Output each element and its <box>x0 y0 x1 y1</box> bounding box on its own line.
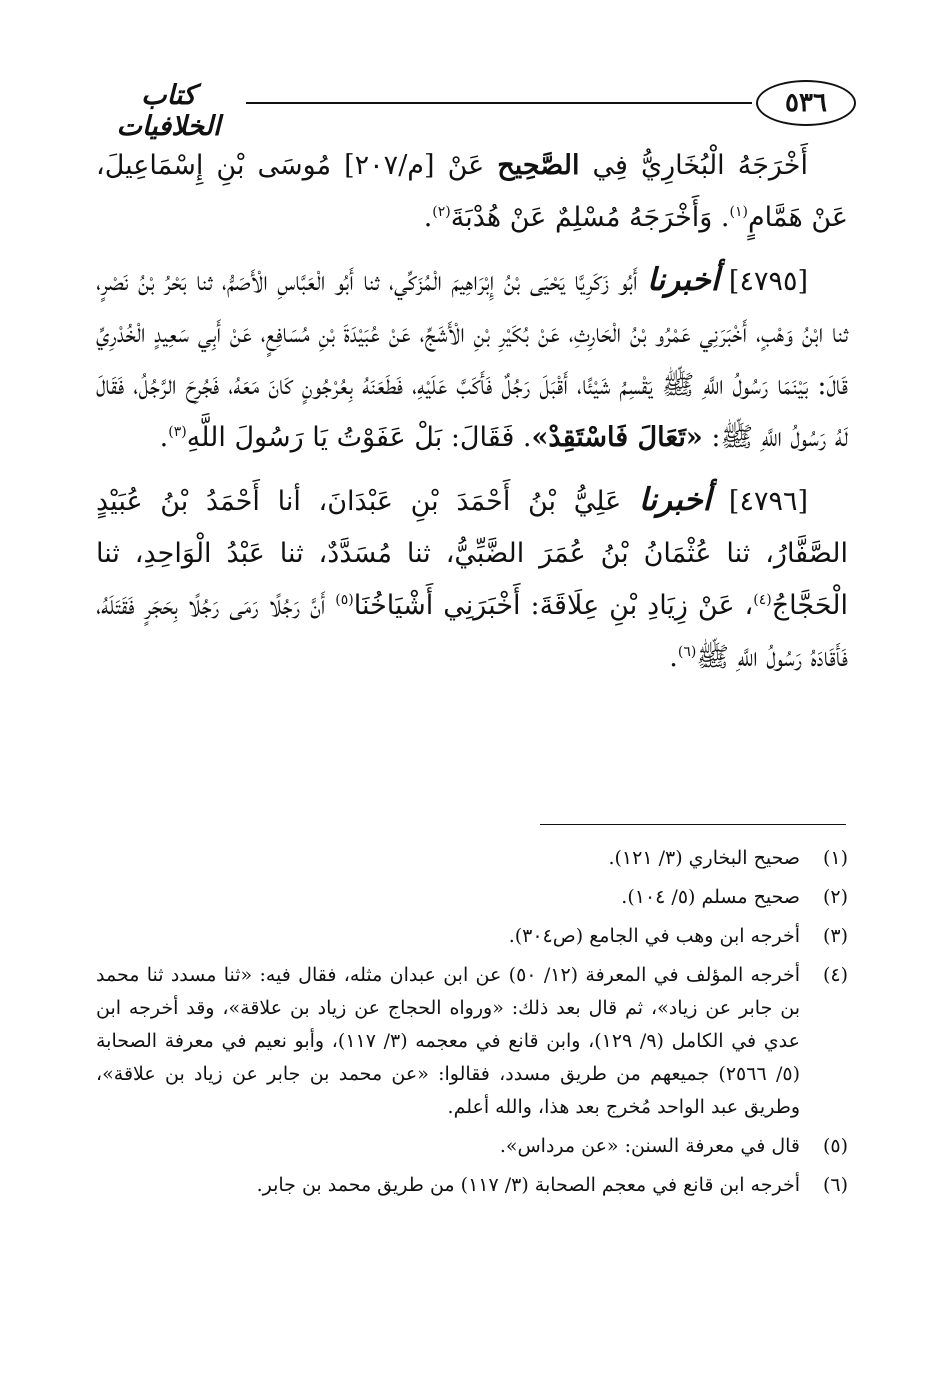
footnotes <box>96 842 848 1208</box>
footnote-separator <box>540 824 846 825</box>
footnote-number: (٢) <box>822 886 848 908</box>
footnote-number: (٥) <box>822 1135 848 1157</box>
footnote-ref-2: (٢) <box>432 204 451 220</box>
p1-text-4: . <box>423 202 433 233</box>
main-text <box>96 140 848 694</box>
footnote-2 <box>96 881 848 914</box>
p3-text-4: . <box>669 642 678 673</box>
header-rule <box>246 102 752 104</box>
footnote-5 <box>96 1130 848 1163</box>
footnote-text: أخرجه المؤلف في المعرفة (١٢/ ٥٠) عن ابن عبدان مثله، فقال فيه: «ثنا مسدد ثنا محمد بن جابر عن زياد»، ثم قال بعد ذلك: «ورواه الحجاج عن زياد بن علاقة»، وقد أخرجه ابن عدي في الكامل (٩/ ١٢٩)، وابن قانع في معجمه (٣/ ١١٧)، وأبو نعيم في معرفة الصحابة (٥/ ٢٥٦٦) جميعهم من طريق مسدد، فقالوا: «عن محمد بن جابر عن زياد بن علاقة»، وطريق عبد الواحد مُخرج بعد هذا، والله أعلم. <box>96 964 800 1118</box>
footnote-text: قال في معرفة السنن: «عن مرداس». <box>499 1135 800 1157</box>
footnote-4 <box>96 959 848 1124</box>
p2-text-1: أَبُو زَكَرِيَّا يَحْيَى بْنُ إِبْرَاهِيمَ الْمُزَكِّي، ثنا أَبُو الْعَبَّاسِ الْأَصَمُّ، ثنا بَحْرُ بْنُ نَصْرٍ، ثنا ابْنُ وَهْبٍ، أَخْبَرَنِي عَمْرُو بْنُ الْحَارِثِ، عَنْ بُكَيْرِ بْنِ الْأَشَجِّ، عَنْ عُبَيْدَةَ بْنِ مُسَافِعٍ، عَنْ أَبِي سَعِيدٍ الْخُدْرِيِّ قَالَ: بَيْنَمَا رَسُولُ اللَّهِ ﷺ يَقْسِمُ شَيْئًا، أَقْبَلَ رَجُلٌ فَأَكَبَّ عَلَيْهِ، فَطَعَنَهُ بِعُرْجُونٍ كَانَ مَعَهُ، فَجُرِحَ الرَّجُلُ، فَقَالَ لَهُ رَسُولُ اللَّهِ ﷺ: <box>96 266 848 453</box>
p1-text-1: أَخْرَجَهُ الْبُخَارِيُّ فِي <box>579 150 808 181</box>
p3-text-1: عَلِيُّ بْنُ أَحْمَدَ بْنِ عَبْدَانَ، أنا أَحْمَدُ بْنُ عُبَيْدٍ الصَّفَّارُ، ثنا عُثْمَانُ بْنُ عُمَرَ الضَّبِّيُّ، ثنا مُسَدَّدٌ، ثنا عَبْدُ الْوَاحِدِ، ثنا الْحَجَّاجُ <box>96 486 848 621</box>
paragraph-4796 <box>96 474 848 684</box>
paragraph-1 <box>96 140 848 244</box>
footnote-number: (٤) <box>822 964 848 986</box>
footnote-ref-4: (٤) <box>753 592 772 608</box>
footnote-number: (٣) <box>822 925 848 947</box>
p1-text-2: عَنْ [م/٢٠٧] مُوسَى بْنِ إِسْمَاعِيلَ، عَنْ هَمَّامٍ <box>96 150 848 233</box>
p2-quote: «تَعَالَ فَاسْتَقِدْ» <box>531 422 703 453</box>
footnote-1 <box>96 842 848 875</box>
page-number-frame <box>756 80 856 126</box>
footnote-ref-3: (٣) <box>168 424 187 440</box>
p3-text-2: ، عَنْ زِيَادِ بْنِ عِلَاقَةَ: أَخْبَرَنِي أَشْيَاخُنَا <box>353 590 754 621</box>
footnote-ref-6: (٦) <box>677 644 697 660</box>
footnote-ref-5: (٥) <box>335 592 354 608</box>
p2-text-2: . فَقَالَ: بَلْ عَفَوْتُ يَا رَسُولَ اللَّهِ <box>186 422 532 453</box>
footnote-text: صحيح مسلم (٥/ ١٠٤). <box>621 886 800 908</box>
footnote-text: أخرجه ابن وهب في الجامع (ص٣٠٤). <box>508 925 800 947</box>
footnote-3 <box>96 920 848 953</box>
footnote-6 <box>96 1169 848 1202</box>
page-header <box>96 72 856 142</box>
hadith-number-4796: [٤٧٩٦] <box>711 486 808 517</box>
footnote-number: (١) <box>822 847 848 869</box>
footnote-text: صحيح البخاري (٣/ ١٢١). <box>608 847 800 869</box>
p1-sahih: الصَّحِيح <box>497 150 580 181</box>
footnote-ref-1: (١) <box>729 204 748 220</box>
paragraph-4795 <box>96 254 848 464</box>
footnote-number: (٦) <box>822 1174 848 1196</box>
running-title: كتاب الخلافيات <box>116 80 221 142</box>
akhbarana-4796: أخبرنا <box>638 482 712 518</box>
page-number: ٥٣٦ <box>785 88 827 118</box>
p3-text-3: أَنَّ رَجُلًا رَمَى رَجُلًا بِحَجَرٍ فَقَتَلَهُ، فَأَقَادَهُ رَسُولُ اللَّهِ ﷺ <box>96 590 848 673</box>
hadith-number-4795: [٤٧٩٥] <box>719 266 808 297</box>
p1-text-3: . وَأَخْرَجَهُ مُسْلِمٌ عَنْ هُدْبَةَ <box>450 202 730 233</box>
p2-text-3: . <box>159 422 169 453</box>
footnote-text: أخرجه ابن قانع في معجم الصحابة (٣/ ١١٧) من طريق محمد بن جابر. <box>256 1174 800 1196</box>
akhbarana-4795: أخبرنا <box>647 262 720 298</box>
